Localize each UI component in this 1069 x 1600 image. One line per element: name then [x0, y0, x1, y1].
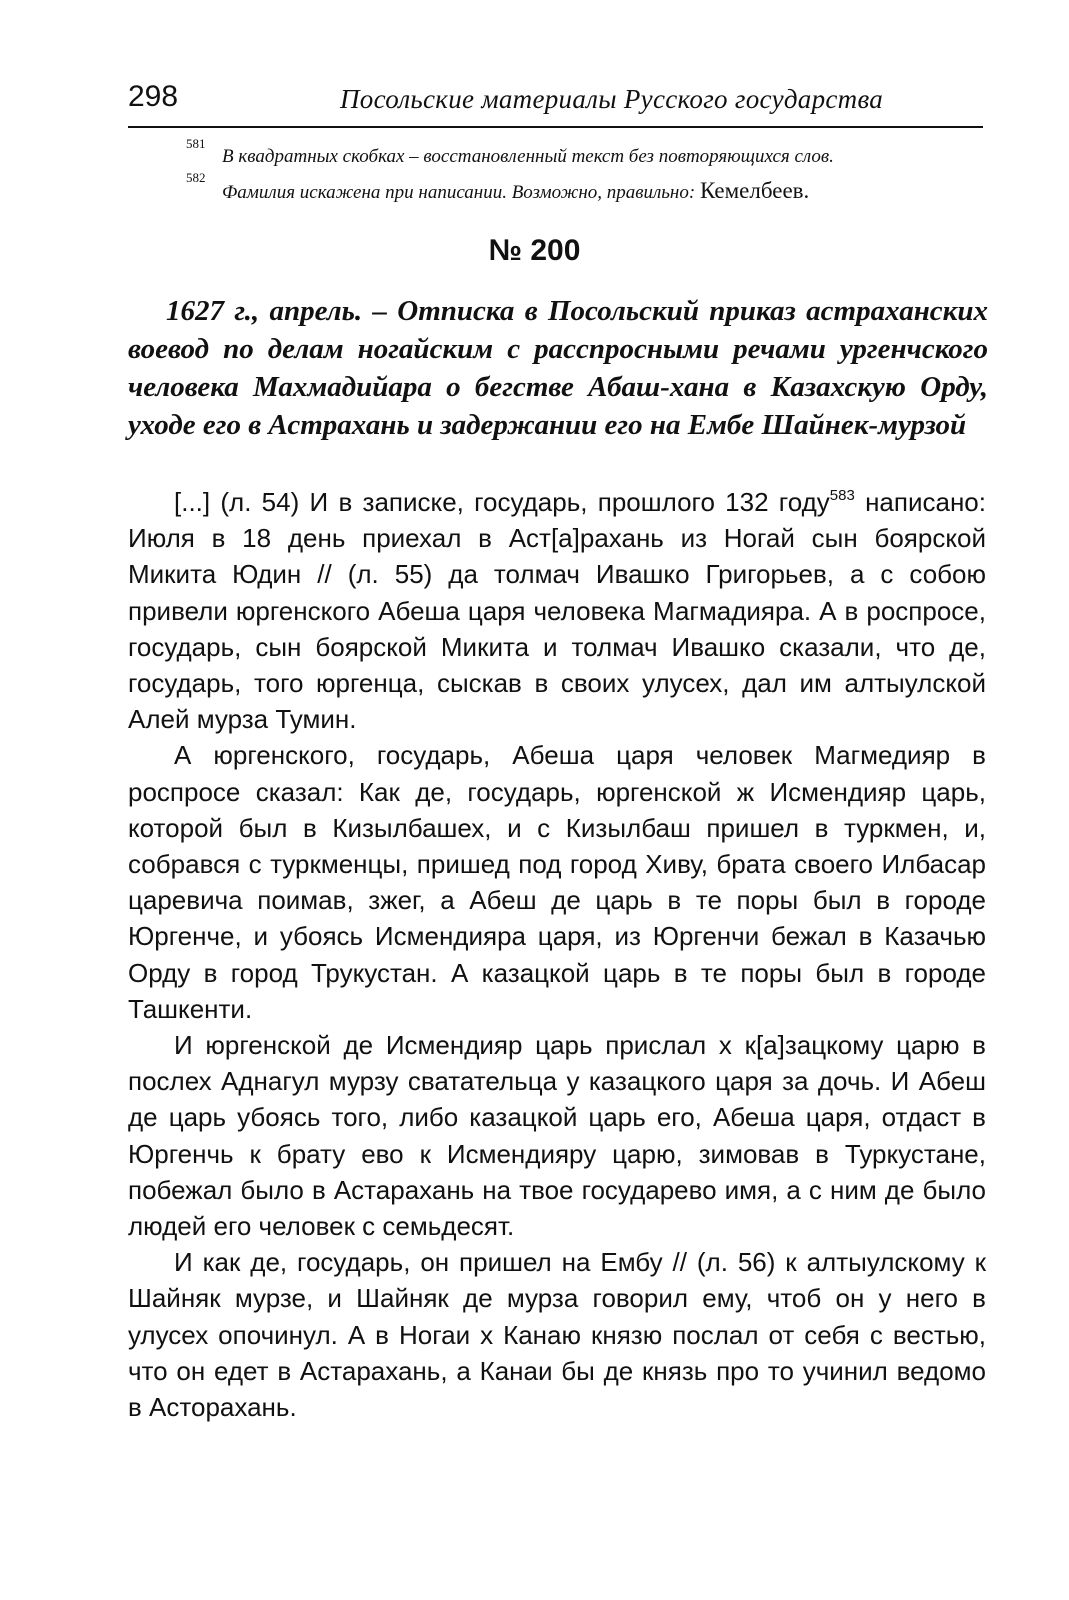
footnote-text-italic: Фамилия искажена при написании. Возможно, правильно:	[222, 182, 700, 203]
document-heading: 1627 г., апрель. – Отписка в Посольский приказ астраханских воевод по делам ногайским с расспросными речами ургенчского человека Махмадийара о бегстве Абаш-хана в Казахскую Орду, уходе его в Астрахань и задержании его на Ембе Шайнек-мурзой	[128, 295, 988, 441]
footnote-number: 581	[186, 136, 206, 151]
body-paragraph: И как де, государь, он пришел на Ембу // (л. 56) к алтыулскому к Шайняк мурзе, и Шайняк де мурза говорил ему, чтоб он у него в улусех опочинул. А в Ногаи х Канаю князю послал от себя с вестью, что он едет в Астарахань, а Канаи бы де князь про то учинил ведомо в Асторахань.	[128, 1247, 986, 1423]
body-paragraph: И юргенской де Исмендияр царь прислал х к[а]зацкому царю в послех Аднагул мурзу сватательца у казацкого царя за дочь. И Абеш де царь убоясь того, либо казацкой царь его, Абеша царя, отдаст в Юргенчь к брату ево к Исмендияру царю, зимовав в Туркустане, побежал было в Астарахань на твое государево имя, а с ним де было людей его человек с семьдесят.	[128, 1030, 986, 1242]
footnotes	[186, 136, 986, 208]
body-paragraph: А юргенского, государь, Абеша царя человек Магмедияр в роспросе сказал: Как де, государь, юргенской ж Исмендияр царь, которой был в Кизылбашех, и с Кизылбаш пришел в туркмен, и, собрався с туркменцы, пришед под город Хиву, брата своего Илбасар царевича поимав, зжег, а Абеш де царь в те поры был в городе Юргенче, и убоясь Исмендияра царя, из Юргенчи бежал в Казачью Орду в город Трукустан. А казацкой царь в те поры был в городе Ташкенти.	[128, 740, 986, 1024]
footnote-text: В квадратных скобках – восстановленный текст без повторяющихся слов.	[222, 146, 834, 167]
footnote-text-upright: Кемелбеев.	[699, 178, 810, 203]
page-number: 298	[128, 80, 179, 113]
footnote	[186, 136, 986, 174]
document-body	[128, 484, 986, 1425]
footnote-number: 582	[186, 170, 206, 185]
paragraph-text: [...] (л. 54) И в записке, государь, прошлого 132 году	[174, 487, 830, 517]
body-paragraph	[128, 484, 986, 737]
paragraph-text: написано: Июля в 18 день приехал в Аст[а]рахань из Ногай сын боярской Микита Юдин // (л. 55) да толмач Ивашко Григорьев, а с собою привели юргенского Абеша царя человека Магмадияра. А в роспросе, государь, сын боярской Микита и толмач Ивашко сказали, что де, государь, того юргенца, сыскав в своих улусех, дал им алтыулской Алей мурза Тумин.	[128, 487, 986, 735]
running-header	[128, 74, 983, 128]
footnote	[186, 170, 986, 208]
footnote-text	[222, 174, 809, 210]
running-title: Посольские материалы Русского государства	[340, 84, 884, 114]
document-number: № 200	[488, 234, 581, 267]
footnote-reference: 583	[829, 487, 855, 504]
